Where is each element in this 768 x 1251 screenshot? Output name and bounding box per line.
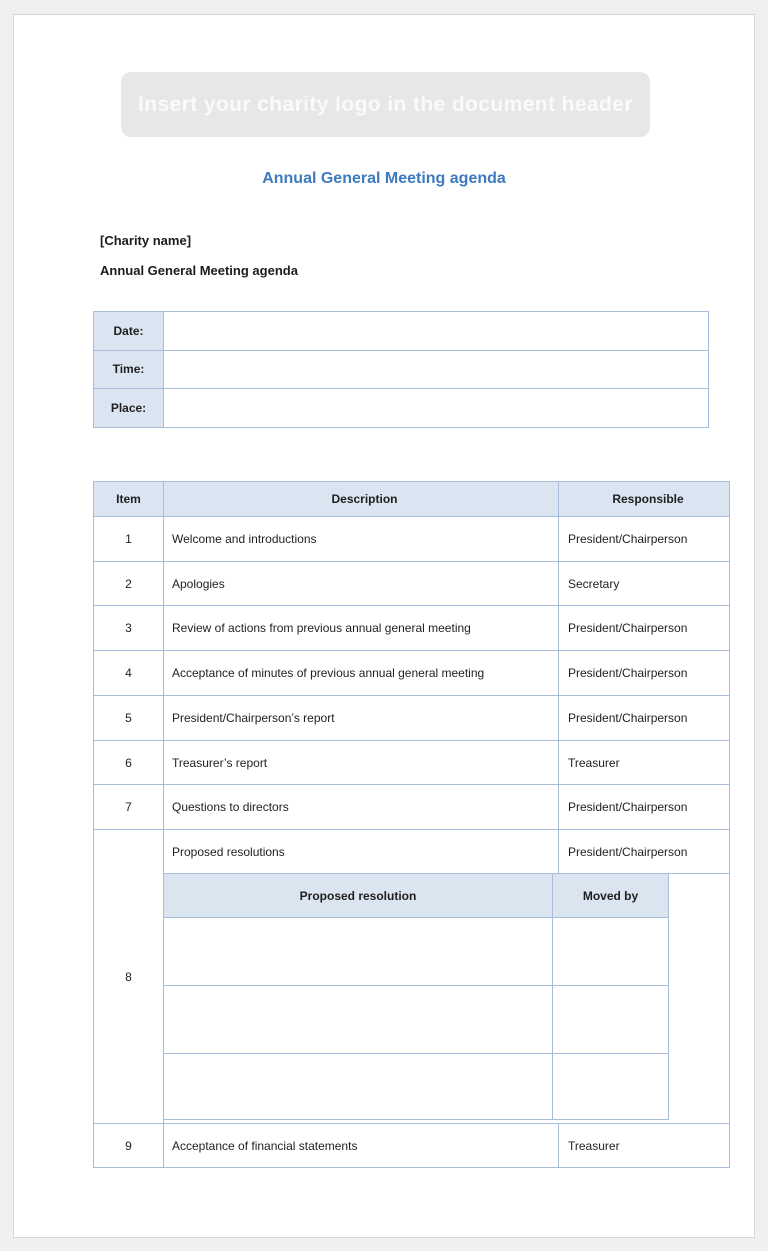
item-number: 9 <box>94 1124 164 1168</box>
item-responsible: President/Chairperson <box>559 830 730 874</box>
resolution-blank-cell <box>164 986 553 1054</box>
proposed-resolution-table <box>164 874 669 1120</box>
date-label: Date: <box>94 312 164 351</box>
time-value-cell <box>164 350 709 389</box>
item-responsible: President/Chairperson <box>559 651 730 696</box>
resolution-blank-cell <box>164 1054 553 1120</box>
item-number: 5 <box>94 696 164 741</box>
time-label: Time: <box>94 350 164 389</box>
item-responsible: President/Chairperson <box>559 785 730 830</box>
item-number: 7 <box>94 785 164 830</box>
item-responsible: Treasurer <box>559 1124 730 1168</box>
header-moved-by: Moved by <box>553 874 669 918</box>
item-number: 2 <box>94 562 164 606</box>
item-description: Proposed resolutions <box>164 830 559 874</box>
charity-name-placeholder: [Charity name] <box>100 233 192 248</box>
document-page <box>13 14 755 1238</box>
item-number: 3 <box>94 606 164 651</box>
item-description: Questions to directors <box>164 785 559 830</box>
item-responsible: Secretary <box>559 562 730 606</box>
table-row <box>94 517 730 562</box>
table-row <box>94 696 730 741</box>
item-description: Acceptance of financial statements <box>164 1124 559 1168</box>
header-responsible: Responsible <box>559 482 730 517</box>
agenda-table <box>93 481 730 1168</box>
header-proposed-resolution: Proposed resolution <box>164 874 553 918</box>
meeting-info-table <box>93 311 709 428</box>
moved-by-blank-cell <box>553 918 669 986</box>
table-row <box>94 562 730 606</box>
header-item: Item <box>94 482 164 517</box>
moved-by-blank-cell <box>553 986 669 1054</box>
table-row <box>94 785 730 830</box>
nested-table-row <box>94 874 730 1124</box>
nested-header-row <box>164 874 669 918</box>
info-row-time <box>94 350 709 389</box>
info-row-date <box>94 312 709 351</box>
document-title: Annual General Meeting agenda <box>262 170 506 187</box>
table-row <box>94 741 730 785</box>
place-label: Place: <box>94 389 164 428</box>
item-responsible: President/Chairperson <box>559 606 730 651</box>
item-number: 6 <box>94 741 164 785</box>
date-value-cell <box>164 312 709 351</box>
document-subtitle: Annual General Meeting agenda <box>100 263 298 278</box>
nested-table-cell <box>164 874 730 1124</box>
table-row <box>94 651 730 696</box>
item-number: 4 <box>94 651 164 696</box>
logo-placeholder-banner <box>121 72 650 137</box>
item-responsible: President/Chairperson <box>559 517 730 562</box>
item-description: Welcome and introductions <box>164 517 559 562</box>
header-description: Description <box>164 482 559 517</box>
table-row-8 <box>94 830 730 874</box>
table-row <box>94 1124 730 1168</box>
item-number: 1 <box>94 517 164 562</box>
table-row <box>94 606 730 651</box>
logo-placeholder-text: Insert your charity logo in the document header <box>138 92 633 116</box>
item-description: Acceptance of minutes of previous annual general meeting <box>164 651 559 696</box>
nested-empty-row <box>164 986 669 1054</box>
nested-empty-row <box>164 1054 669 1120</box>
item-description: Treasurer’s report <box>164 741 559 785</box>
item-number: 8 <box>94 830 164 1124</box>
moved-by-blank-cell <box>553 1054 669 1120</box>
item-responsible: Treasurer <box>559 741 730 785</box>
info-row-place <box>94 389 709 428</box>
place-value-cell <box>164 389 709 428</box>
item-responsible: President/Chairperson <box>559 696 730 741</box>
nested-empty-row <box>164 918 669 986</box>
item-description: Review of actions from previous annual general meeting <box>164 606 559 651</box>
item-description: President/Chairperson’s report <box>164 696 559 741</box>
item-description: Apologies <box>164 562 559 606</box>
agenda-header-row <box>94 482 730 517</box>
resolution-blank-cell <box>164 918 553 986</box>
